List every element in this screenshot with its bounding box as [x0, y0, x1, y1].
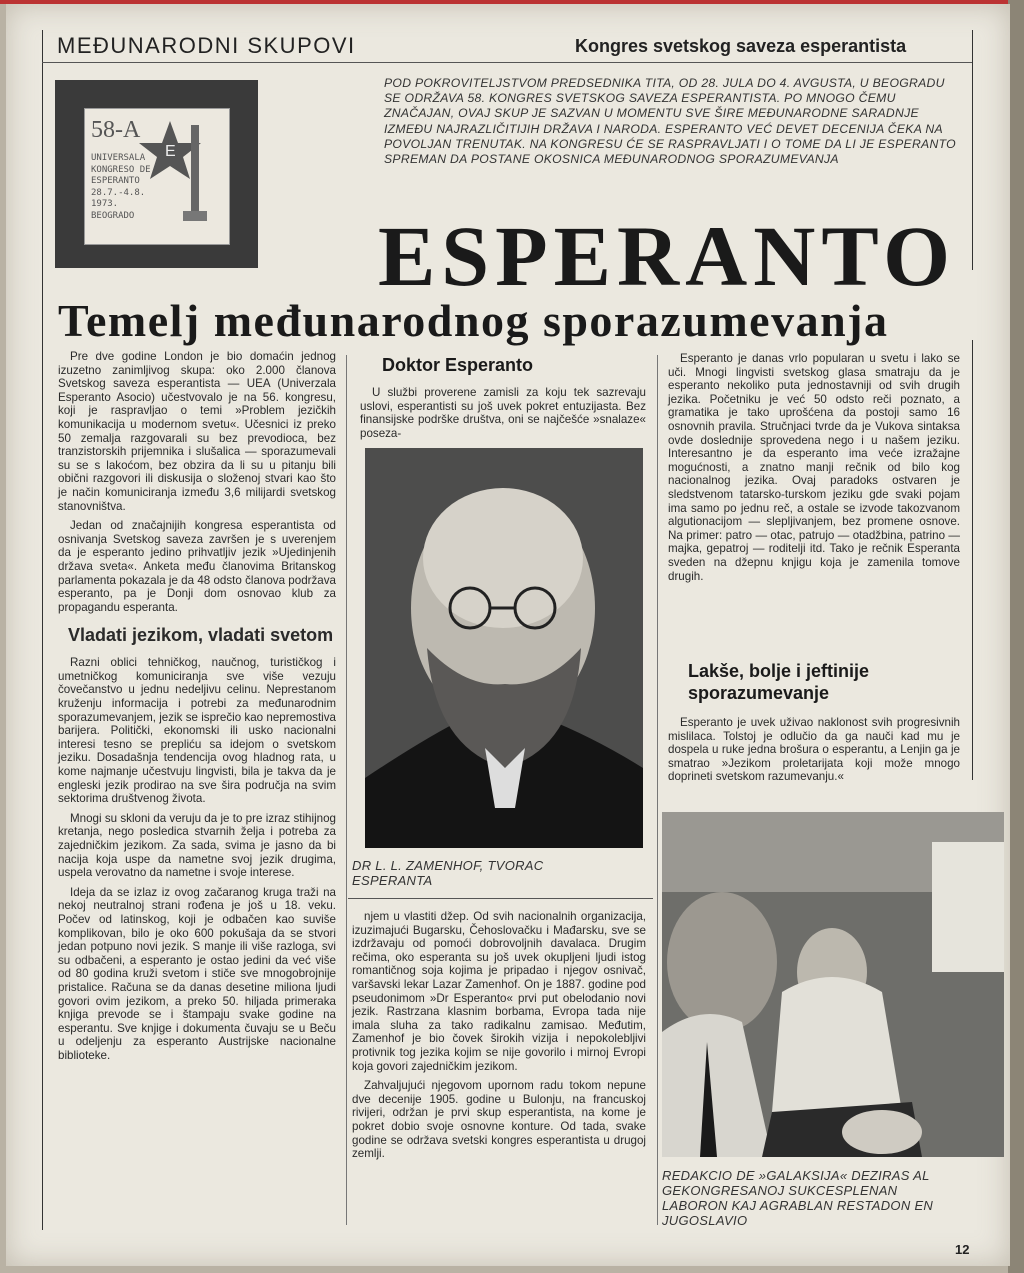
- paragraph: Zahvaljujući njegovom upornom radu tokom nepune dve decenije 1905. godine u Bulonju, na francuskoj rivijeri, održan je prvi skup esperantista, na kome je pokret dobio svoje osnovne konture. Od tada, svake godine se održava svetski kongres esperantista u drugoj zemlji.: [352, 1079, 646, 1161]
- page-number: 12: [955, 1242, 970, 1257]
- stamp-letter: E: [165, 143, 176, 160]
- paragraph: njem u vlastiti džep. Od svih nacionalnih organizacija, izuzimajući Bugarsku, Čehoslovačku i Mađarsku, sve se izdržavaju od pomoći dobrovoljnih davalaca. Drugim rečima, oko esperanta su još uvek okupljeni ljudi istog romantičnog soja kojima je pripadao i njegov osnivač, varšavski lekar Lazar Zamenhof. On je 1887. godine pod pseudonimom »Dr Esperanto« prvi put obelodanio novi jezik. Rastrzana klasnim borbama, Evropa tada nije imala sluha za tako radikalnu zamisao. Međutim, Zamenhof je bio čovek širokih vizija i nepokolebljivi protivnik tog jezika kojim se nije govorilo i mirnoj Evropi koja govori zajedničkim jezikom.: [352, 910, 646, 1073]
- page-binding: [1008, 0, 1024, 1273]
- left-rule: [42, 30, 43, 1230]
- column-1: [58, 350, 336, 1069]
- paragraph: Ideja da se izlaz iz ovog začaranog kruga traži na nekoj neutralnoj strani rođena je još u 18. veku. Počev od latinskog, koji je odbačen kao suviše komplikovan, bilo je oko 600 pokušaja da se stvori jedan potpuno novi jezik. S manje ili više razloga, svi su odbačeni, a esperanto je ostao jedini da već više od 80 godina kruži svetom i stiče sve mnogobrojnije pristalice. Računa se da danas desetine miliona ljudi govori ovim jezikom, a preko 50. hiljada primeraka knjiga prevode se i štampaju svake godine na esperantu. Sve knjige i dokumenta čuvaju se u Beču u odeljenju za esperanto Austrijske nacionalne biblioteke.: [58, 885, 336, 1062]
- stamp-text: UNIVERSALA KONGRESO DE ESPERANTO 28.7.-4.8. 1973. BEOGRADO: [91, 153, 151, 221]
- zamenhof-caption: DR L. L. ZAMENHOF, TVORAC ESPERANTA: [352, 858, 544, 888]
- editorial-photo: [662, 812, 1004, 1157]
- portrait-image: [365, 448, 643, 848]
- column-rule-2: [657, 355, 658, 1225]
- kicker-title: Kongres svetskog saveza esperantista: [575, 36, 907, 56]
- subheading-doktor: Doktor Esperanto: [382, 355, 534, 375]
- caption-rule: [348, 898, 653, 899]
- paragraph: Razni oblici tehničkog, naučnog, turističkog i umetničkog komuniciranja sve više vezuju čovečanstvo u jednu nedeljivu celinu. Neprestanom kruženju informacija i potrebi za međunarodnim sporazumevanjem, jezik se isprečio kao nepremostiva barijera. Politički, ekonomski ili usko nacionalni interesi tesno se prepliću sa idejom o svetskom jeziku. Dosadašnja tendencija ovog hladnog rata, u kome najmanje učestvuju lingvisti, bila je takva da je engleski jezik prodirao na sve šira područja na svim sektorima društvenog života.: [58, 656, 336, 806]
- headline: Temelj međunarodnog sporazumevanja: [58, 295, 889, 346]
- column-3-middle: [668, 716, 960, 790]
- zamenhof-photo: [365, 448, 643, 848]
- paragraph: U službi proverene zamisli za koju tek sazrevaju uslovi, esperantisti su još uvek pokret entuzijasta. Bez finansijske podrške društva, oni se najčešće »snalaze« poseza-: [360, 386, 646, 440]
- editorial-image: [662, 812, 1004, 1157]
- paragraph: Mnogi su skloni da veruju da je to pre izraz stihijnog kretanja, nego posledica stvarnih želja i potreba za zajedničkim jezikom. Za sada, svima je jasno da bi nacija koja uspe da nametne svoj jezik drugima, uspela verovatno da nametne i svoje interese.: [58, 811, 336, 880]
- editorial-caption: REDAKCIO DE »GALAKSIJA« DEZIRAS AL GEKONGRESANOJ SUKCESPLENAN LABORON KAJ AGRABLAN RESTADON EN JUGOSLAVIO: [662, 1168, 934, 1228]
- column-rule-1: [346, 355, 347, 1225]
- congress-stamp: [84, 108, 230, 245]
- column-2-bottom: [352, 910, 646, 1167]
- stamp-number: 58-A: [91, 117, 141, 143]
- main-title: ESPERANTO: [377, 208, 957, 304]
- subheading-lakse: Lakše, bolje i jeftinije sporazumevanje: [688, 661, 870, 703]
- section-title: MEĐUNARODNI SKUPOVI: [57, 33, 356, 58]
- subheading-vladati: Vladati jezikom, vladati svetom: [68, 625, 334, 646]
- column-3-top: [668, 352, 960, 589]
- right-rule-top: [972, 30, 973, 270]
- intro-text: POD POKROVITELJSTVOM PREDSEDNIKA TITA, OD 28. JULA DO 4. AVGUSTA, U BEOGRADU SE ODRŽAVA 58. KONGRES SVETSKOG SAVEZA ESPERANTISTA. PO MNOGO ČEMU ZNAČAJAN, OVAJ SKUP JE SAZVAN U MOMENTU SVE ŠIRE MEĐUNARODNE SARADNJE IZMEĐU NAJRAZLIČITIJIH DRŽAVA I NARODA. ESPERANTO VEĆ DEVET DECENIJA ČEKA NA POVOLJAN TRENUTAK. NA KONGRESU ĆE SE RASPRAVLJATI I O TOME DA LI JE ESPERANTO SPREMAN DA POSTANE OKOSNICA MEĐUNARODNOG SPORAZUMEVANJA: [384, 76, 956, 167]
- paragraph: Jedan od značajnijih kongresa esperantista od osnivanja Svetskog saveza završen je s uverenjem da je esperanto jedino prihvatljiv jezik »Ujedinjenih država sveta«. Anketa među članovima Britanskog parlamenta pokazala je da 48 odsto članova podržava esperanto, pa je Donji dom osnovao klub za propagandu esperanta.: [58, 519, 336, 614]
- column-2-top: [360, 386, 646, 446]
- paragraph: Esperanto je danas vrlo popularan u svetu i lako se uči. Mnogi lingvisti svetskog glasa smatraju da je esperanto nekoliko puta jednostavniji od svih drugih jezika. Početniku je već 50 odsto reči poznato, a gramatika je tako uprošćena da postoji samo 16 osnovnih pravila. Stručnjaci tvrde da je Vukova sintaksa ovde doslednije sprovedena nego i u našem jeziku. Interesantno je da esperanto ima veće izražajne mogućnosti, a znatno manji rečnik od bilo kog nacionalnog jezika. Ovaj paradoks ostvaren je sledstvenom tatarsko-turskom jeziku gde svaki pojam ima samo po jednu reč, a ostale se izvode takozvanom algutionacijom — slepljivanjem, bez promene osnove. Na primer: patro — otac, patrujo — otadžbina, patrino — majka, gepatroj — roditelji itd. Tako je rečnik Esperanta sveden na džepnu knjigu koja je zamenila tomove drugih.: [668, 352, 960, 583]
- right-rule-bottom: [972, 340, 973, 780]
- paragraph: Pre dve godine London je bio domaćin jednog izuzetno zanimljivog skupa: oko 2.000 članova Svetskog saveza esperantista — UEA (Univerzala Esperanto Asocio) učestvovalo je na 56. kongresu, koji je raspravljao o temi »Problem jezičkih komunikacija u modernom svetu«. Učesnici iz preko 50 zemalja razgovarali su bez prevodioca, bez tranzistorskih prijemnika i slušalica — sporazumevali su se s lakoćom, bez obzira da li su u pitanju bili obični razgovori ili diskusija o složenoj stvari kao što je način komuniciranja između 3,6 milijardi svetskog stanovništva.: [58, 350, 336, 513]
- header-rule: [42, 62, 972, 63]
- paragraph: Esperanto je uvek uživao naklonost svih progresivnih mislilaca. Tolstoj je odlučio da ga nauči kad mu je dospela u ruke jedna brošura o esperantu, a Lenjin ga je smatrao »Jezikom proletarijata koji može mnogo doprineti svetskom razumevanju.«: [668, 716, 960, 784]
